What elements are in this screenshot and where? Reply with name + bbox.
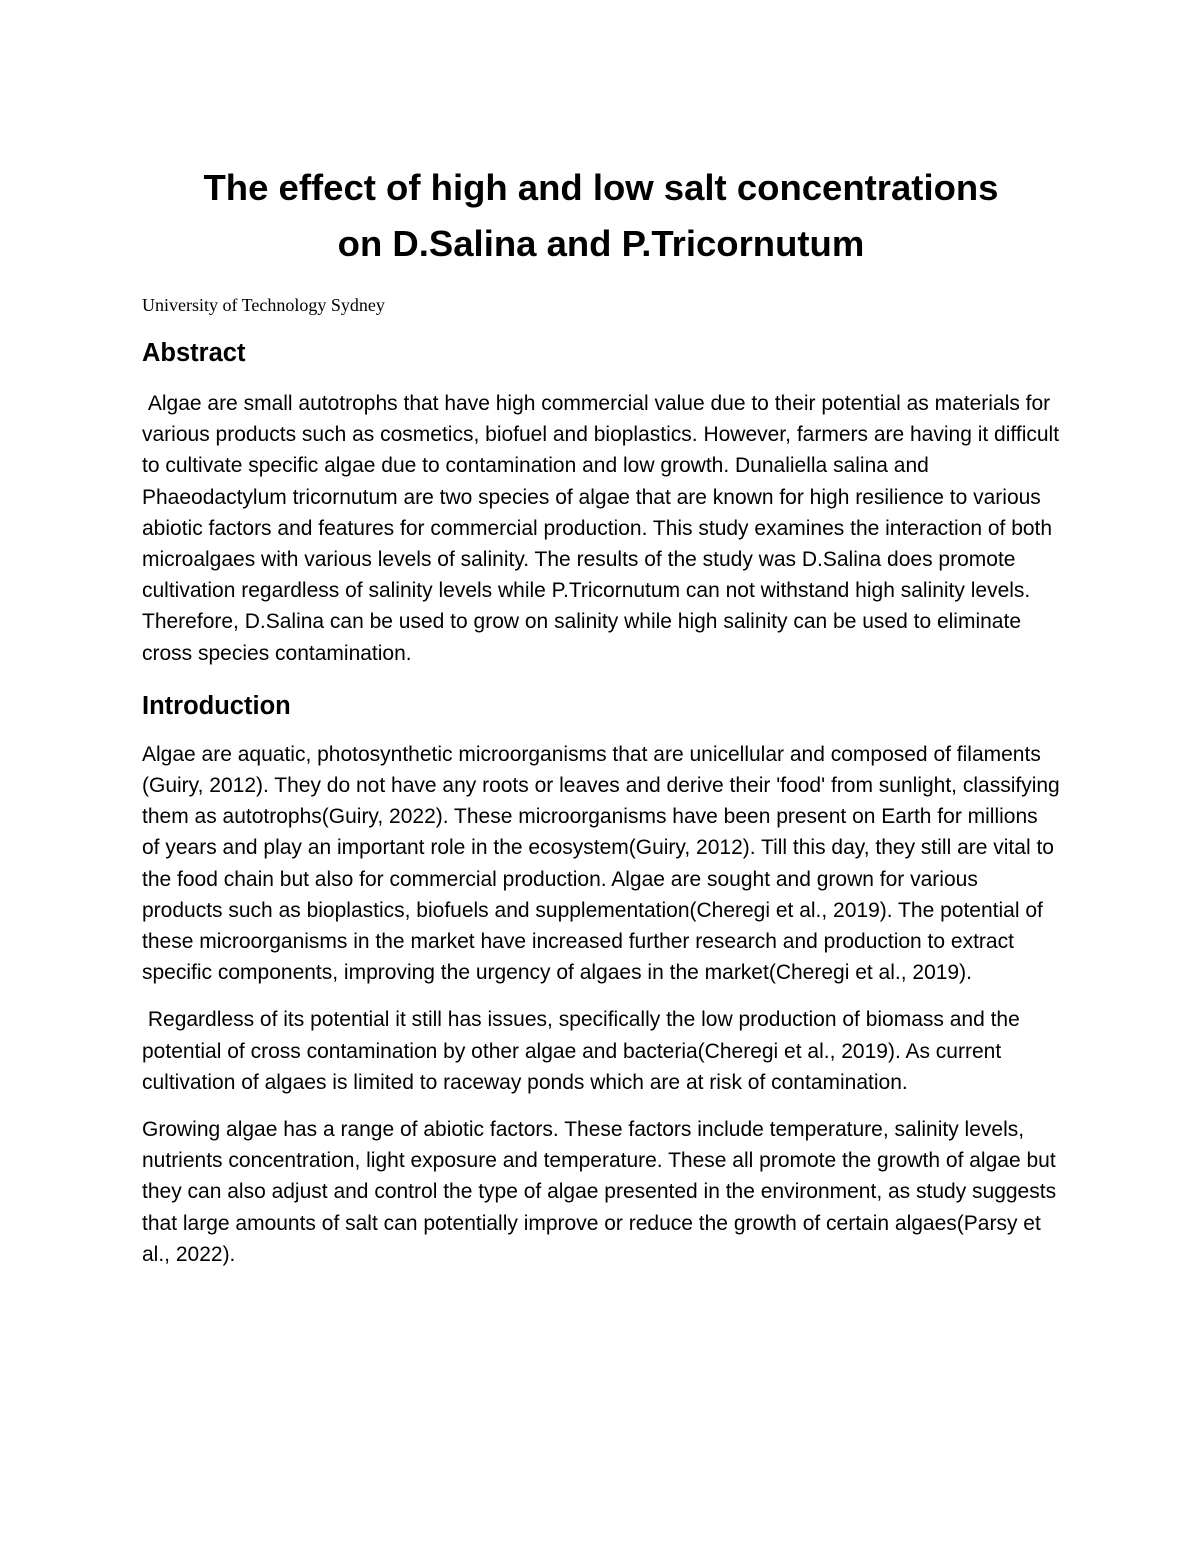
introduction-heading: Introduction: [142, 691, 291, 720]
title-line-1: The effect of high and low salt concentrations: [203, 167, 999, 208]
affiliation: University of Technology Sydney: [142, 295, 385, 315]
introduction-paragraph-1: Algae are aquatic, photosynthetic microorganisms that are unicellular and composed of filaments (Guiry, 2012). They do not have any roots or leaves and derive their 'food' from sunlight, classifying them as autotrophs(Guiry, 2022). These microorganisms have been present on Earth for millions of years and play an important role in the ecosystem(Guiry, 2012). Till this day, they still are vital to the food chain but also for commercial production. Algae are sought and grown for various products such as bioplastics, biofuels and supplementation(Cheregi et al., 2019). The potential of these microorganisms in the market have increased further research and production to extract specific components, improving the urgency of algaes in the market(Cheregi et al., 2019).: [142, 742, 1060, 985]
introduction-paragraph-2: Regardless of its potential it still has issues, specifically the low production of biomass and the potential of cross contamination by other algae and bacteria(Cheregi et al., 2019). As current cultivation of algaes is limited to raceway ponds which are at risk of contamination.: [142, 1008, 1026, 1094]
introduction-paragraph-3: Growing algae has a range of abiotic factors. These factors include temperature, salinity levels, nutrients concentration, light exposure and temperature. These all promote the growth of algae but they can also adjust and control the type of algae presented in the environment, as study suggests that large amounts of salt can potentially improve or reduce the growth of certain algaes(Parsy et al., 2022).: [142, 1118, 1057, 1266]
document-body: [142, 160, 1065, 1270]
abstract-heading: Abstract: [142, 339, 246, 367]
document-title: [142, 160, 1060, 272]
abstract-paragraph: Algae are small autotrophs that have high commercial value due to their potential as materials for various products such as cosmetics, biofuel and bioplastics. However, farmers are having it difficult to cultivate specific algae due to contamination and low growth. Dunaliella salina and Phaeodactylum tricornutum are two species of algae that are known for high resilience to various abiotic factors and features for commercial production. This study examines the interaction of both microalgaes with various levels of salinity. The results of the study was D.Salina does promote cultivation regardless of salinity levels while P.Tricornutum can not withstand high salinity levels. Therefore, D.Salina can be used to grow on salinity while high salinity can be used to eliminate cross species contamination.: [142, 392, 1065, 665]
title-line-2: on D.Salina and P.Tricornutum: [337, 223, 865, 264]
